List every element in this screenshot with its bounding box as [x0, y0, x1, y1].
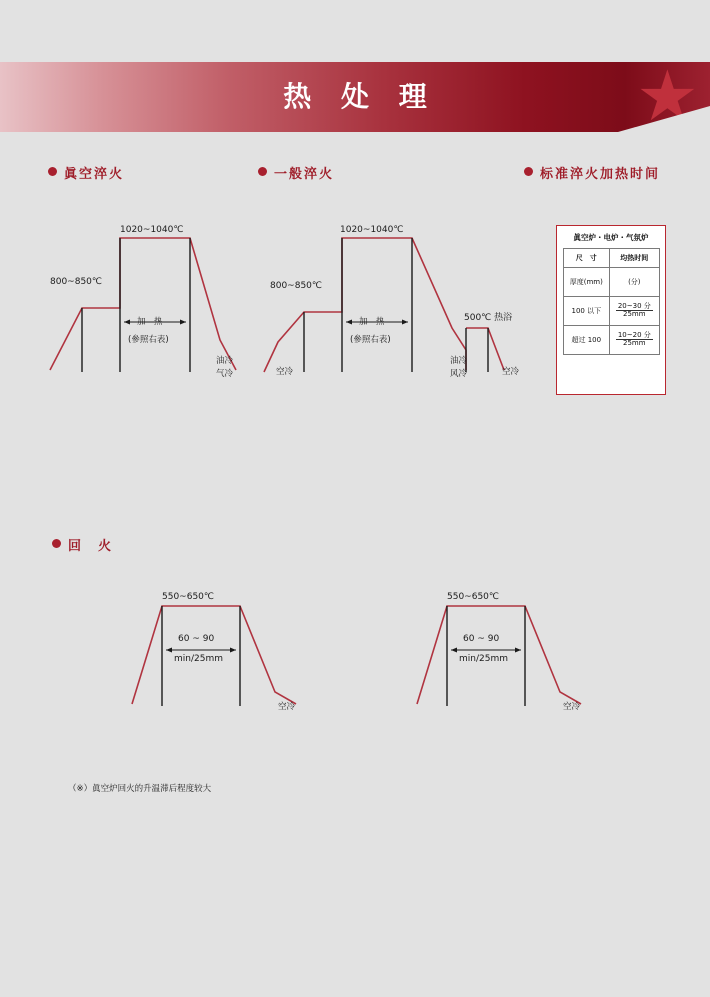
banner-corner-decoration [618, 62, 710, 132]
vacuum-cool-oil-label: 油冷 [216, 356, 234, 366]
fraction-numerator: 10~20 分 [617, 330, 651, 339]
general-bath-temp-label: 500℃ 热浴 [464, 313, 513, 323]
fraction-denominator: 25mm [623, 339, 646, 348]
general-peak-temp-label: 1020~1040℃ [340, 225, 404, 235]
tempering2-peak-temp-label: 550~650℃ [447, 592, 500, 602]
vacuum-quench-diagram [40, 220, 255, 395]
general-quench-diagram [252, 220, 542, 395]
table-cell-size: 100 以下 [564, 297, 610, 326]
tempering1-peak-temp-label: 550~650℃ [162, 592, 215, 602]
table-subheader-row [564, 268, 660, 297]
tempering1-hold-den-label: min/25mm [174, 654, 223, 664]
vacuum-pre-temp-label: 800~850℃ [50, 277, 103, 287]
section-heading-label: 标准淬火加热时间 [540, 167, 661, 182]
table-subheader-minutes: (分) [609, 268, 659, 297]
general-pre-temp-label: 800~850℃ [270, 281, 323, 291]
section-heading-label: 眞空淬火 [64, 167, 125, 182]
tempering1-hold-num-label: 60 ~ 90 [178, 634, 215, 644]
general-cool-oil-label: 油冷 [450, 356, 468, 366]
standard-quench-time-table [556, 225, 666, 395]
tempering1-cool-label: 空冷 [278, 702, 296, 712]
section-heading-standard-quench-time [524, 163, 660, 182]
star-icon: ★ [636, 62, 699, 132]
tempering2-hold-num-label: 60 ~ 90 [463, 634, 500, 644]
tempering-diagram-2 [415, 592, 625, 727]
section-heading-label: 一般淬火 [274, 167, 335, 182]
fraction [616, 332, 653, 348]
bullet-dot-icon [48, 167, 57, 176]
table-col-header-time: 均热时间 [609, 249, 659, 268]
page-title: 热 处 理 [283, 80, 437, 113]
fraction [616, 303, 653, 319]
page-header-banner [0, 62, 710, 132]
table-row [564, 326, 660, 355]
general-heat-note-label: (參照右表) [350, 335, 391, 345]
vacuum-heat-note-label: (參照右表) [128, 335, 169, 345]
bullet-dot-icon [258, 167, 267, 176]
vacuum-peak-temp-label: 1020~1040℃ [120, 225, 184, 235]
bullet-dot-icon [524, 167, 533, 176]
fraction-numerator: 20~30 分 [617, 301, 651, 310]
general-heat-label: 加 热 [359, 317, 385, 327]
section-heading-vacuum-quench [48, 163, 124, 182]
general-quench-curve-svg [252, 220, 542, 395]
table-subheader-thickness: 厚度(mm) [564, 268, 610, 297]
vacuum-cool-gas-label: 气冷 [216, 369, 234, 379]
tempering2-cool-label: 空冷 [563, 702, 581, 712]
footnote: （※）眞空炉回火的升温滞后程度较大 [68, 784, 212, 794]
tempering-curve-2-svg [415, 592, 625, 727]
table-cell-time [609, 326, 659, 355]
table-cell-time [609, 297, 659, 326]
table-title: 眞空炉・电炉・气氛炉 [573, 233, 649, 242]
vacuum-heat-label: 加 热 [137, 317, 163, 327]
spec-table [563, 248, 660, 355]
table-cell-size: 超过 100 [564, 326, 610, 355]
table-row [564, 297, 660, 326]
general-cool-air-label: 风冷 [450, 369, 468, 379]
general-cool-still-air-label: 空冷 [502, 367, 520, 377]
general-precool-label: 空冷 [276, 367, 294, 377]
tempering2-hold-den-label: min/25mm [459, 654, 508, 664]
table-col-header-size: 尺 寸 [564, 249, 610, 268]
table-header-row [564, 249, 660, 268]
tempering-diagram-1 [130, 592, 340, 727]
bullet-dot-icon [52, 539, 61, 548]
section-heading-tempering [52, 535, 113, 554]
section-heading-general-quench [258, 163, 334, 182]
tempering-curve-1-svg [130, 592, 340, 727]
banner-fold-shape [618, 106, 710, 132]
section-heading-label: 回 火 [68, 539, 114, 554]
fraction-denominator: 25mm [623, 310, 646, 319]
